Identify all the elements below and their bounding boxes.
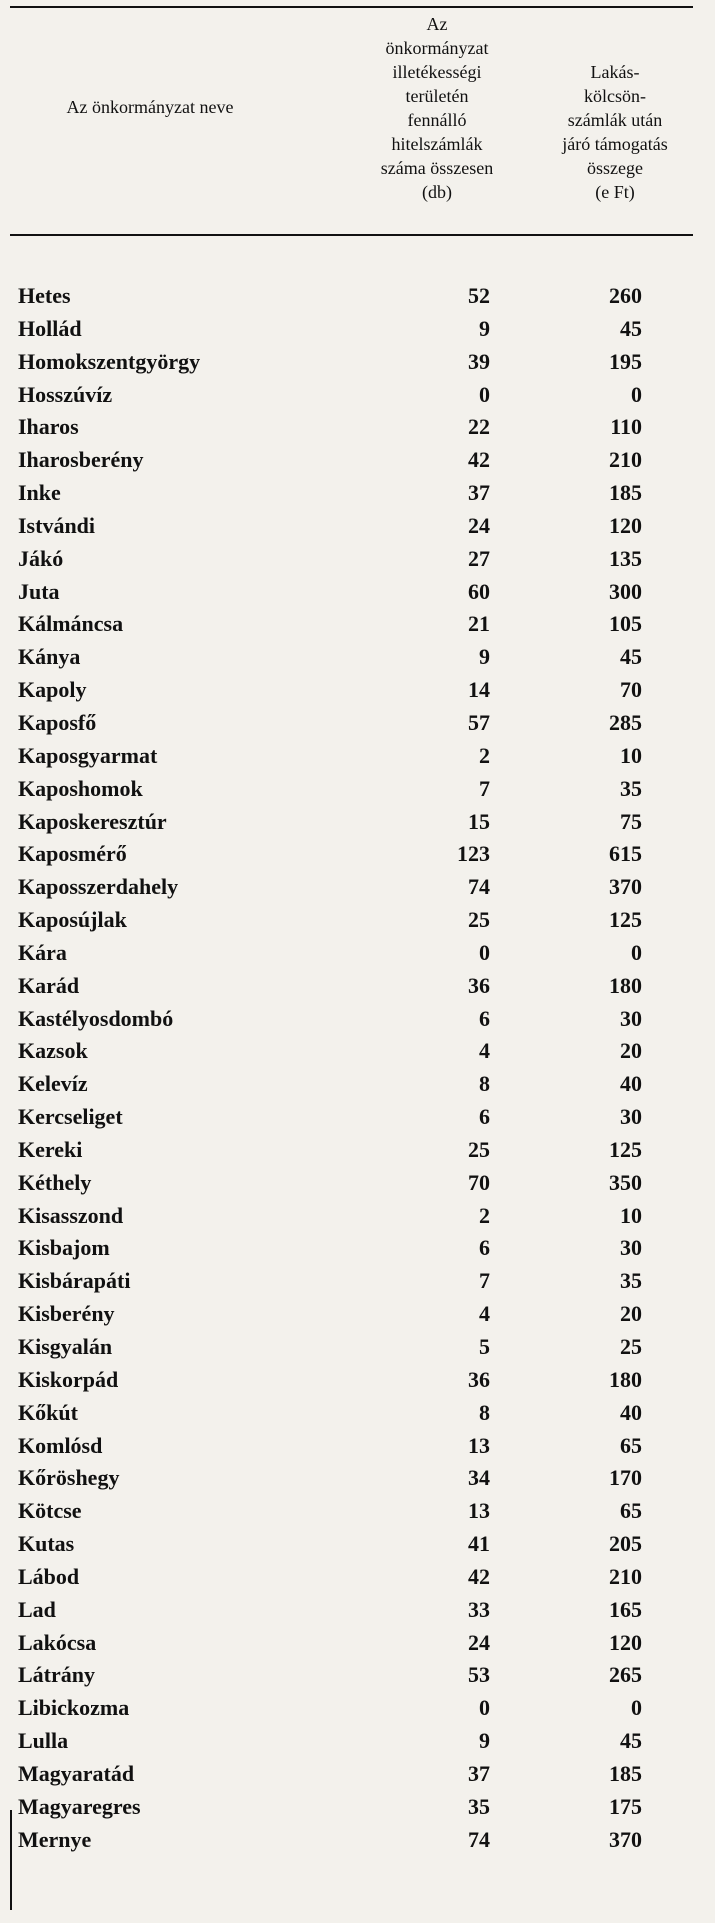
account-count-cell: 70 xyxy=(468,1169,490,1195)
support-amount-cell: 185 xyxy=(609,480,642,506)
municipality-name-cell: Kisbárapáti xyxy=(18,1268,131,1294)
support-amount-cell: 10 xyxy=(620,1202,642,1228)
municipality-name-cell: Kercseliget xyxy=(18,1104,123,1130)
municipality-name-cell: Kutas xyxy=(18,1531,75,1557)
table-row xyxy=(0,1495,715,1528)
table-row xyxy=(0,773,715,806)
table-row xyxy=(0,1003,715,1036)
header-support-amount-line: (e Ft) xyxy=(595,182,635,202)
support-amount-cell: 265 xyxy=(609,1662,642,1688)
municipality-name-cell: Lábod xyxy=(18,1563,80,1589)
account-count-cell: 0 xyxy=(479,381,490,407)
table-row xyxy=(0,1659,715,1692)
support-amount-cell: 285 xyxy=(609,709,642,735)
account-count-cell: 33 xyxy=(468,1596,490,1622)
table-row xyxy=(0,1331,715,1364)
support-amount-cell: 180 xyxy=(609,1366,642,1392)
table-body xyxy=(0,280,715,1857)
table-row xyxy=(0,1200,715,1233)
municipality-name-cell: Kálmáncsa xyxy=(18,611,124,637)
support-amount-cell: 165 xyxy=(609,1596,642,1622)
table-row xyxy=(0,871,715,904)
support-amount-cell: 0 xyxy=(631,939,642,965)
municipality-name-cell: Kára xyxy=(18,939,67,965)
header-support-amount-line: számlák után xyxy=(567,110,663,130)
account-count-cell: 6 xyxy=(479,1104,490,1130)
municipality-name-cell: Lulla xyxy=(18,1728,69,1754)
table-row xyxy=(0,280,715,313)
table-row xyxy=(0,1298,715,1331)
table-row xyxy=(0,313,715,346)
account-count-cell: 57 xyxy=(468,709,490,735)
header-account-count-line: fennálló xyxy=(407,110,467,130)
account-count-cell: 35 xyxy=(468,1793,490,1819)
municipality-name-cell: Mernye xyxy=(18,1826,92,1852)
municipality-name-cell: Kaposújlak xyxy=(18,907,127,933)
table-row xyxy=(0,1627,715,1660)
municipality-name-cell: Kötcse xyxy=(18,1498,82,1524)
account-count-cell: 24 xyxy=(468,1629,490,1655)
table-row xyxy=(0,1725,715,1758)
municipality-name-cell: Látrány xyxy=(18,1662,95,1688)
header-support-amount xyxy=(540,60,690,204)
support-amount-cell: 615 xyxy=(609,841,642,867)
left-edge-rule xyxy=(10,1810,12,1910)
municipality-name-cell: Komlósd xyxy=(18,1432,103,1458)
account-count-cell: 9 xyxy=(479,315,490,341)
table-row xyxy=(0,608,715,641)
table-row xyxy=(0,1791,715,1824)
table-row xyxy=(0,1397,715,1430)
support-amount-cell: 20 xyxy=(620,1038,642,1064)
header-support-amount-line: kölcsön- xyxy=(584,86,646,106)
account-count-cell: 2 xyxy=(479,742,490,768)
account-count-cell: 74 xyxy=(468,1826,490,1852)
account-count-cell: 13 xyxy=(468,1498,490,1524)
header-support-amount-line: összege xyxy=(587,158,643,178)
table-row xyxy=(0,674,715,707)
table-row xyxy=(0,477,715,510)
account-count-cell: 36 xyxy=(468,972,490,998)
account-count-cell: 7 xyxy=(479,1268,490,1294)
account-count-cell: 37 xyxy=(468,1760,490,1786)
support-amount-cell: 40 xyxy=(620,1071,642,1097)
account-count-cell: 123 xyxy=(457,841,490,867)
municipality-name-cell: Iharos xyxy=(18,414,79,440)
support-amount-cell: 185 xyxy=(609,1760,642,1786)
municipality-name-cell: Kaposfő xyxy=(18,709,97,735)
table-row xyxy=(0,1758,715,1791)
account-count-cell: 25 xyxy=(468,1136,490,1162)
account-count-cell: 14 xyxy=(468,677,490,703)
support-amount-cell: 105 xyxy=(609,611,642,637)
support-amount-cell: 40 xyxy=(620,1399,642,1425)
support-amount-cell: 25 xyxy=(620,1334,642,1359)
support-amount-cell: 0 xyxy=(631,1695,642,1721)
support-amount-cell: 45 xyxy=(620,644,642,670)
account-count-cell: 15 xyxy=(468,808,490,834)
support-amount-cell: 300 xyxy=(609,578,642,604)
municipality-name-cell: Kereki xyxy=(18,1136,83,1162)
account-count-cell: 24 xyxy=(468,512,490,538)
table-row xyxy=(0,970,715,1003)
support-amount-cell: 65 xyxy=(620,1498,642,1524)
account-count-cell: 13 xyxy=(468,1432,490,1458)
municipality-name-cell: Lad xyxy=(18,1596,56,1622)
table-row xyxy=(0,1265,715,1298)
header-municipality-name xyxy=(20,95,280,119)
support-amount-cell: 370 xyxy=(609,1826,642,1852)
header-rule xyxy=(10,234,693,236)
table-row xyxy=(0,641,715,674)
municipality-name-cell: Iharosberény xyxy=(18,447,144,473)
municipality-name-cell: Lakócsa xyxy=(18,1629,97,1655)
municipality-name-cell: Kisasszond xyxy=(18,1202,124,1228)
municipality-name-cell: Libickozma xyxy=(18,1695,130,1721)
table-row xyxy=(0,1068,715,1101)
table-row xyxy=(0,1692,715,1725)
support-amount-cell: 30 xyxy=(620,1005,642,1031)
support-amount-cell: 0 xyxy=(631,381,642,407)
account-count-cell: 6 xyxy=(479,1005,490,1031)
header-account-count-line: hitelszámlák xyxy=(391,134,483,154)
account-count-cell: 7 xyxy=(479,775,490,801)
support-amount-cell: 20 xyxy=(620,1301,642,1327)
header-account-count-line: Az xyxy=(426,14,448,34)
municipality-name-cell: Hollád xyxy=(18,315,82,341)
table-row xyxy=(0,806,715,839)
table-row xyxy=(0,346,715,379)
header-support-amount-line: járó támogatás xyxy=(562,134,668,154)
municipality-name-cell: Kaposkeresztúr xyxy=(18,808,167,834)
municipality-name-cell: Jákó xyxy=(18,545,64,571)
municipality-name-cell: Kőkút xyxy=(18,1399,78,1425)
municipality-name-cell: Kisgyalán xyxy=(18,1334,113,1359)
municipality-name-cell: Kelevíz xyxy=(18,1071,88,1097)
table-row xyxy=(0,411,715,444)
table-row xyxy=(0,1101,715,1134)
account-count-cell: 21 xyxy=(468,611,490,637)
account-count-cell: 8 xyxy=(479,1399,490,1425)
support-amount-cell: 35 xyxy=(620,775,642,801)
table-row xyxy=(0,937,715,970)
account-count-cell: 9 xyxy=(479,1728,490,1754)
municipality-name-cell: Juta xyxy=(18,578,60,604)
header-support-amount-line: Lakás- xyxy=(590,62,640,82)
account-count-cell: 9 xyxy=(479,644,490,670)
municipality-name-cell: Kőröshegy xyxy=(18,1465,120,1491)
header-account-count-line: illetékességi xyxy=(392,62,482,82)
support-amount-cell: 175 xyxy=(609,1793,642,1819)
support-amount-cell: 195 xyxy=(609,348,642,374)
support-amount-cell: 120 xyxy=(609,512,642,538)
municipality-name-cell: Kéthely xyxy=(18,1169,92,1195)
support-amount-cell: 125 xyxy=(609,1136,642,1162)
municipality-name-cell: Hetes xyxy=(18,283,71,308)
table-row xyxy=(0,1561,715,1594)
table-row xyxy=(0,1364,715,1397)
table-row xyxy=(0,444,715,477)
support-amount-cell: 170 xyxy=(609,1465,642,1491)
account-count-cell: 27 xyxy=(468,545,490,571)
account-count-cell: 60 xyxy=(468,578,490,604)
table-row xyxy=(0,740,715,773)
table-row xyxy=(0,576,715,609)
municipality-name-cell: Kaposhomok xyxy=(18,775,143,801)
support-amount-cell: 135 xyxy=(609,545,642,571)
header-account-count-line: (db) xyxy=(422,182,452,202)
header-municipality-name-text: Az önkormányzat neve xyxy=(66,97,234,117)
support-amount-cell: 110 xyxy=(610,414,642,440)
municipality-name-cell: Magyaratád xyxy=(18,1760,135,1786)
account-count-cell: 8 xyxy=(479,1071,490,1097)
account-count-cell: 39 xyxy=(468,348,490,374)
support-amount-cell: 205 xyxy=(609,1531,642,1557)
account-count-cell: 53 xyxy=(468,1662,490,1688)
support-amount-cell: 120 xyxy=(609,1629,642,1655)
table-row xyxy=(0,1824,715,1857)
support-amount-cell: 10 xyxy=(620,742,642,768)
support-amount-cell: 180 xyxy=(609,972,642,998)
table-row xyxy=(0,838,715,871)
account-count-cell: 42 xyxy=(468,447,490,473)
municipality-name-cell: Hosszúvíz xyxy=(18,381,113,407)
account-count-cell: 74 xyxy=(468,874,490,900)
municipality-name-cell: Kiskorpád xyxy=(18,1366,119,1392)
support-amount-cell: 65 xyxy=(620,1432,642,1458)
municipality-name-cell: Kánya xyxy=(18,644,81,670)
table-row xyxy=(0,1134,715,1167)
municipality-name-cell: Kaposszerdahely xyxy=(18,874,179,900)
account-count-cell: 0 xyxy=(479,939,490,965)
support-amount-cell: 45 xyxy=(620,315,642,341)
table-row xyxy=(0,510,715,543)
header-account-count-line: száma összesen xyxy=(380,158,494,178)
account-count-cell: 6 xyxy=(479,1235,490,1261)
account-count-cell: 34 xyxy=(468,1465,490,1491)
table-row xyxy=(0,707,715,740)
support-amount-cell: 30 xyxy=(620,1235,642,1261)
table-row xyxy=(0,904,715,937)
municipality-name-cell: Magyaregres xyxy=(18,1793,141,1819)
support-amount-cell: 70 xyxy=(620,677,642,703)
support-amount-cell: 350 xyxy=(609,1169,642,1195)
table-row xyxy=(0,379,715,412)
municipality-name-cell: Kazsok xyxy=(18,1038,88,1064)
municipality-name-cell: Kapoly xyxy=(18,677,87,703)
header-account-count-line: önkormányzat xyxy=(385,38,489,58)
account-count-cell: 42 xyxy=(468,1563,490,1589)
table-row xyxy=(0,1462,715,1495)
top-rule xyxy=(10,6,693,8)
account-count-cell: 4 xyxy=(479,1038,490,1064)
municipality-name-cell: Kaposmérő xyxy=(18,841,127,867)
account-count-cell: 22 xyxy=(468,414,490,440)
table-row xyxy=(0,543,715,576)
account-count-cell: 41 xyxy=(468,1531,490,1557)
table-row xyxy=(0,1232,715,1265)
account-count-cell: 25 xyxy=(468,907,490,933)
municipality-name-cell: Karád xyxy=(18,972,80,998)
table-row xyxy=(0,1528,715,1561)
table-row xyxy=(0,1594,715,1627)
table-row xyxy=(0,1035,715,1068)
support-amount-cell: 260 xyxy=(609,283,642,308)
municipality-name-cell: Homokszentgyörgy xyxy=(18,348,201,374)
support-amount-cell: 30 xyxy=(620,1104,642,1130)
support-amount-cell: 370 xyxy=(609,874,642,900)
header-account-count-line: területén xyxy=(405,86,469,106)
account-count-cell: 4 xyxy=(479,1301,490,1327)
municipality-name-cell: Kisberény xyxy=(18,1301,115,1327)
support-amount-cell: 45 xyxy=(620,1728,642,1754)
municipality-name-cell: Kaposgyarmat xyxy=(18,742,158,768)
municipality-name-cell: Kastélyosdombó xyxy=(18,1005,174,1031)
account-count-cell: 0 xyxy=(479,1695,490,1721)
municipality-name-cell: Kisbajom xyxy=(18,1235,110,1261)
support-amount-cell: 75 xyxy=(620,808,642,834)
account-count-cell: 2 xyxy=(479,1202,490,1228)
table-row xyxy=(0,1430,715,1463)
support-amount-cell: 125 xyxy=(609,907,642,933)
header-account-count xyxy=(362,12,512,204)
account-count-cell: 5 xyxy=(479,1334,490,1359)
account-count-cell: 36 xyxy=(468,1366,490,1392)
account-count-cell: 37 xyxy=(468,480,490,506)
support-amount-cell: 210 xyxy=(609,447,642,473)
municipality-name-cell: Inke xyxy=(18,480,61,506)
municipality-name-cell: Istvándi xyxy=(18,512,96,538)
support-amount-cell: 210 xyxy=(609,1563,642,1589)
table-row xyxy=(0,1167,715,1200)
support-amount-cell: 35 xyxy=(620,1268,642,1294)
account-count-cell: 52 xyxy=(468,283,490,308)
